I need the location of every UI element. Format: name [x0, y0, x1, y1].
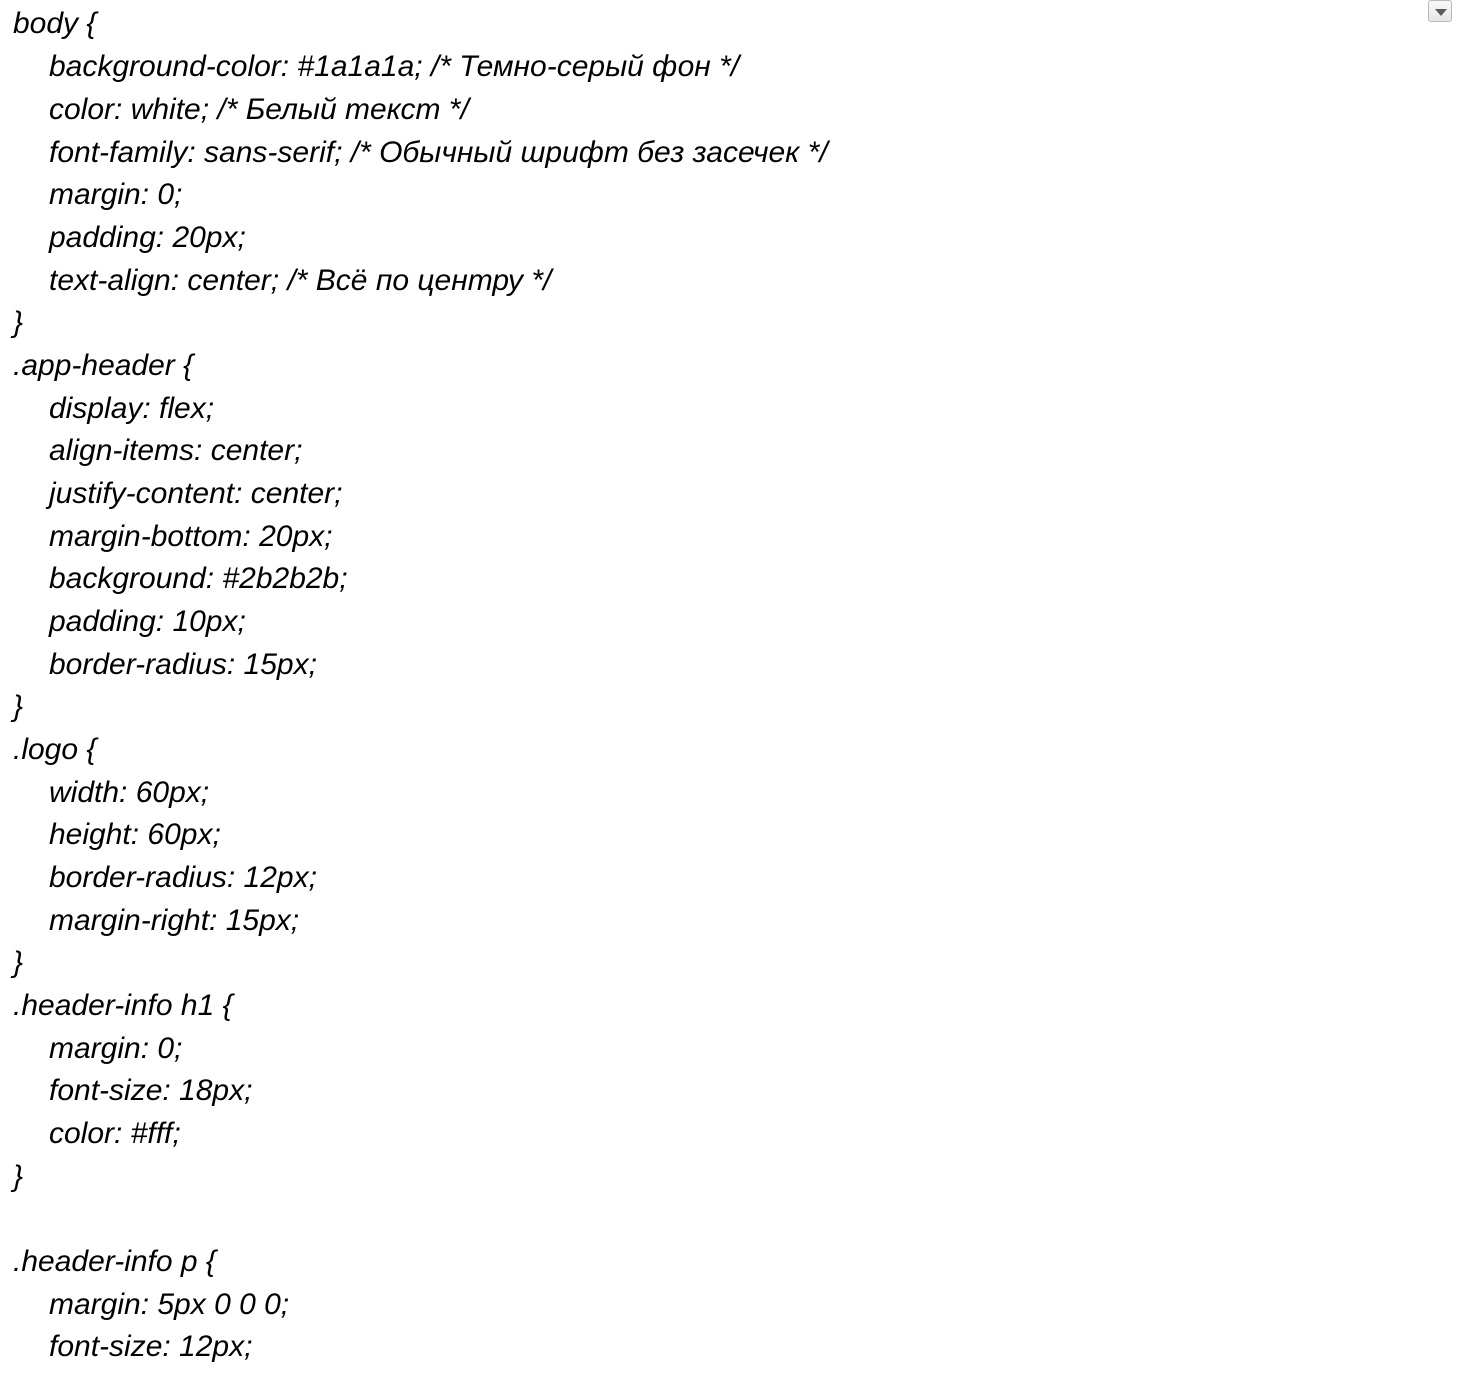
code-line: justify-content: center; [49, 477, 343, 510]
code-line: } [13, 306, 24, 339]
code-line: } [13, 946, 24, 979]
code-line: margin-bottom: 20px; [49, 520, 333, 553]
code-line: background-color: #1a1a1a; /* Темно-серый фон */ [49, 50, 740, 83]
code-line: border-radius: 12px; [49, 861, 317, 894]
code-line: align-items: center; [49, 434, 303, 467]
code-line: height: 60px; [49, 818, 221, 851]
code-line: margin: 0; [49, 178, 183, 211]
code-line: color: #fff; [49, 1117, 181, 1150]
code-line: border-radius: 15px; [49, 648, 317, 681]
code-line: .header-info p { [13, 1245, 216, 1278]
code-line: .header-info h1 { [13, 989, 233, 1022]
code-line: margin-right: 15px; [49, 904, 300, 937]
chevron-down-icon[interactable] [1428, 0, 1452, 22]
code-line: background: #2b2b2b; [49, 562, 348, 595]
code-line: margin: 0; [49, 1032, 183, 1065]
code-line: body { [13, 7, 97, 40]
code-line: font-size: 12px; [49, 1330, 253, 1363]
code-line: } [13, 1160, 24, 1193]
code-line: color: white; /* Белый текст */ [49, 93, 469, 126]
code-line: margin: 5px 0 0 0; [49, 1288, 290, 1321]
code-line: font-size: 18px; [49, 1074, 253, 1107]
code-line: text-align: center; /* Всё по центру */ [49, 264, 552, 297]
code-line: } [13, 690, 24, 723]
code-line: font-family: sans-serif; /* Обычный шрифт без засечек */ [49, 136, 828, 169]
code-line: .app-header { [13, 349, 194, 382]
code-line: width: 60px; [49, 776, 210, 809]
code-line: padding: 20px; [49, 221, 246, 254]
code-line: display: flex; [49, 392, 215, 425]
code-line: padding: 10px; [49, 605, 246, 638]
code-line: .logo { [13, 733, 97, 766]
